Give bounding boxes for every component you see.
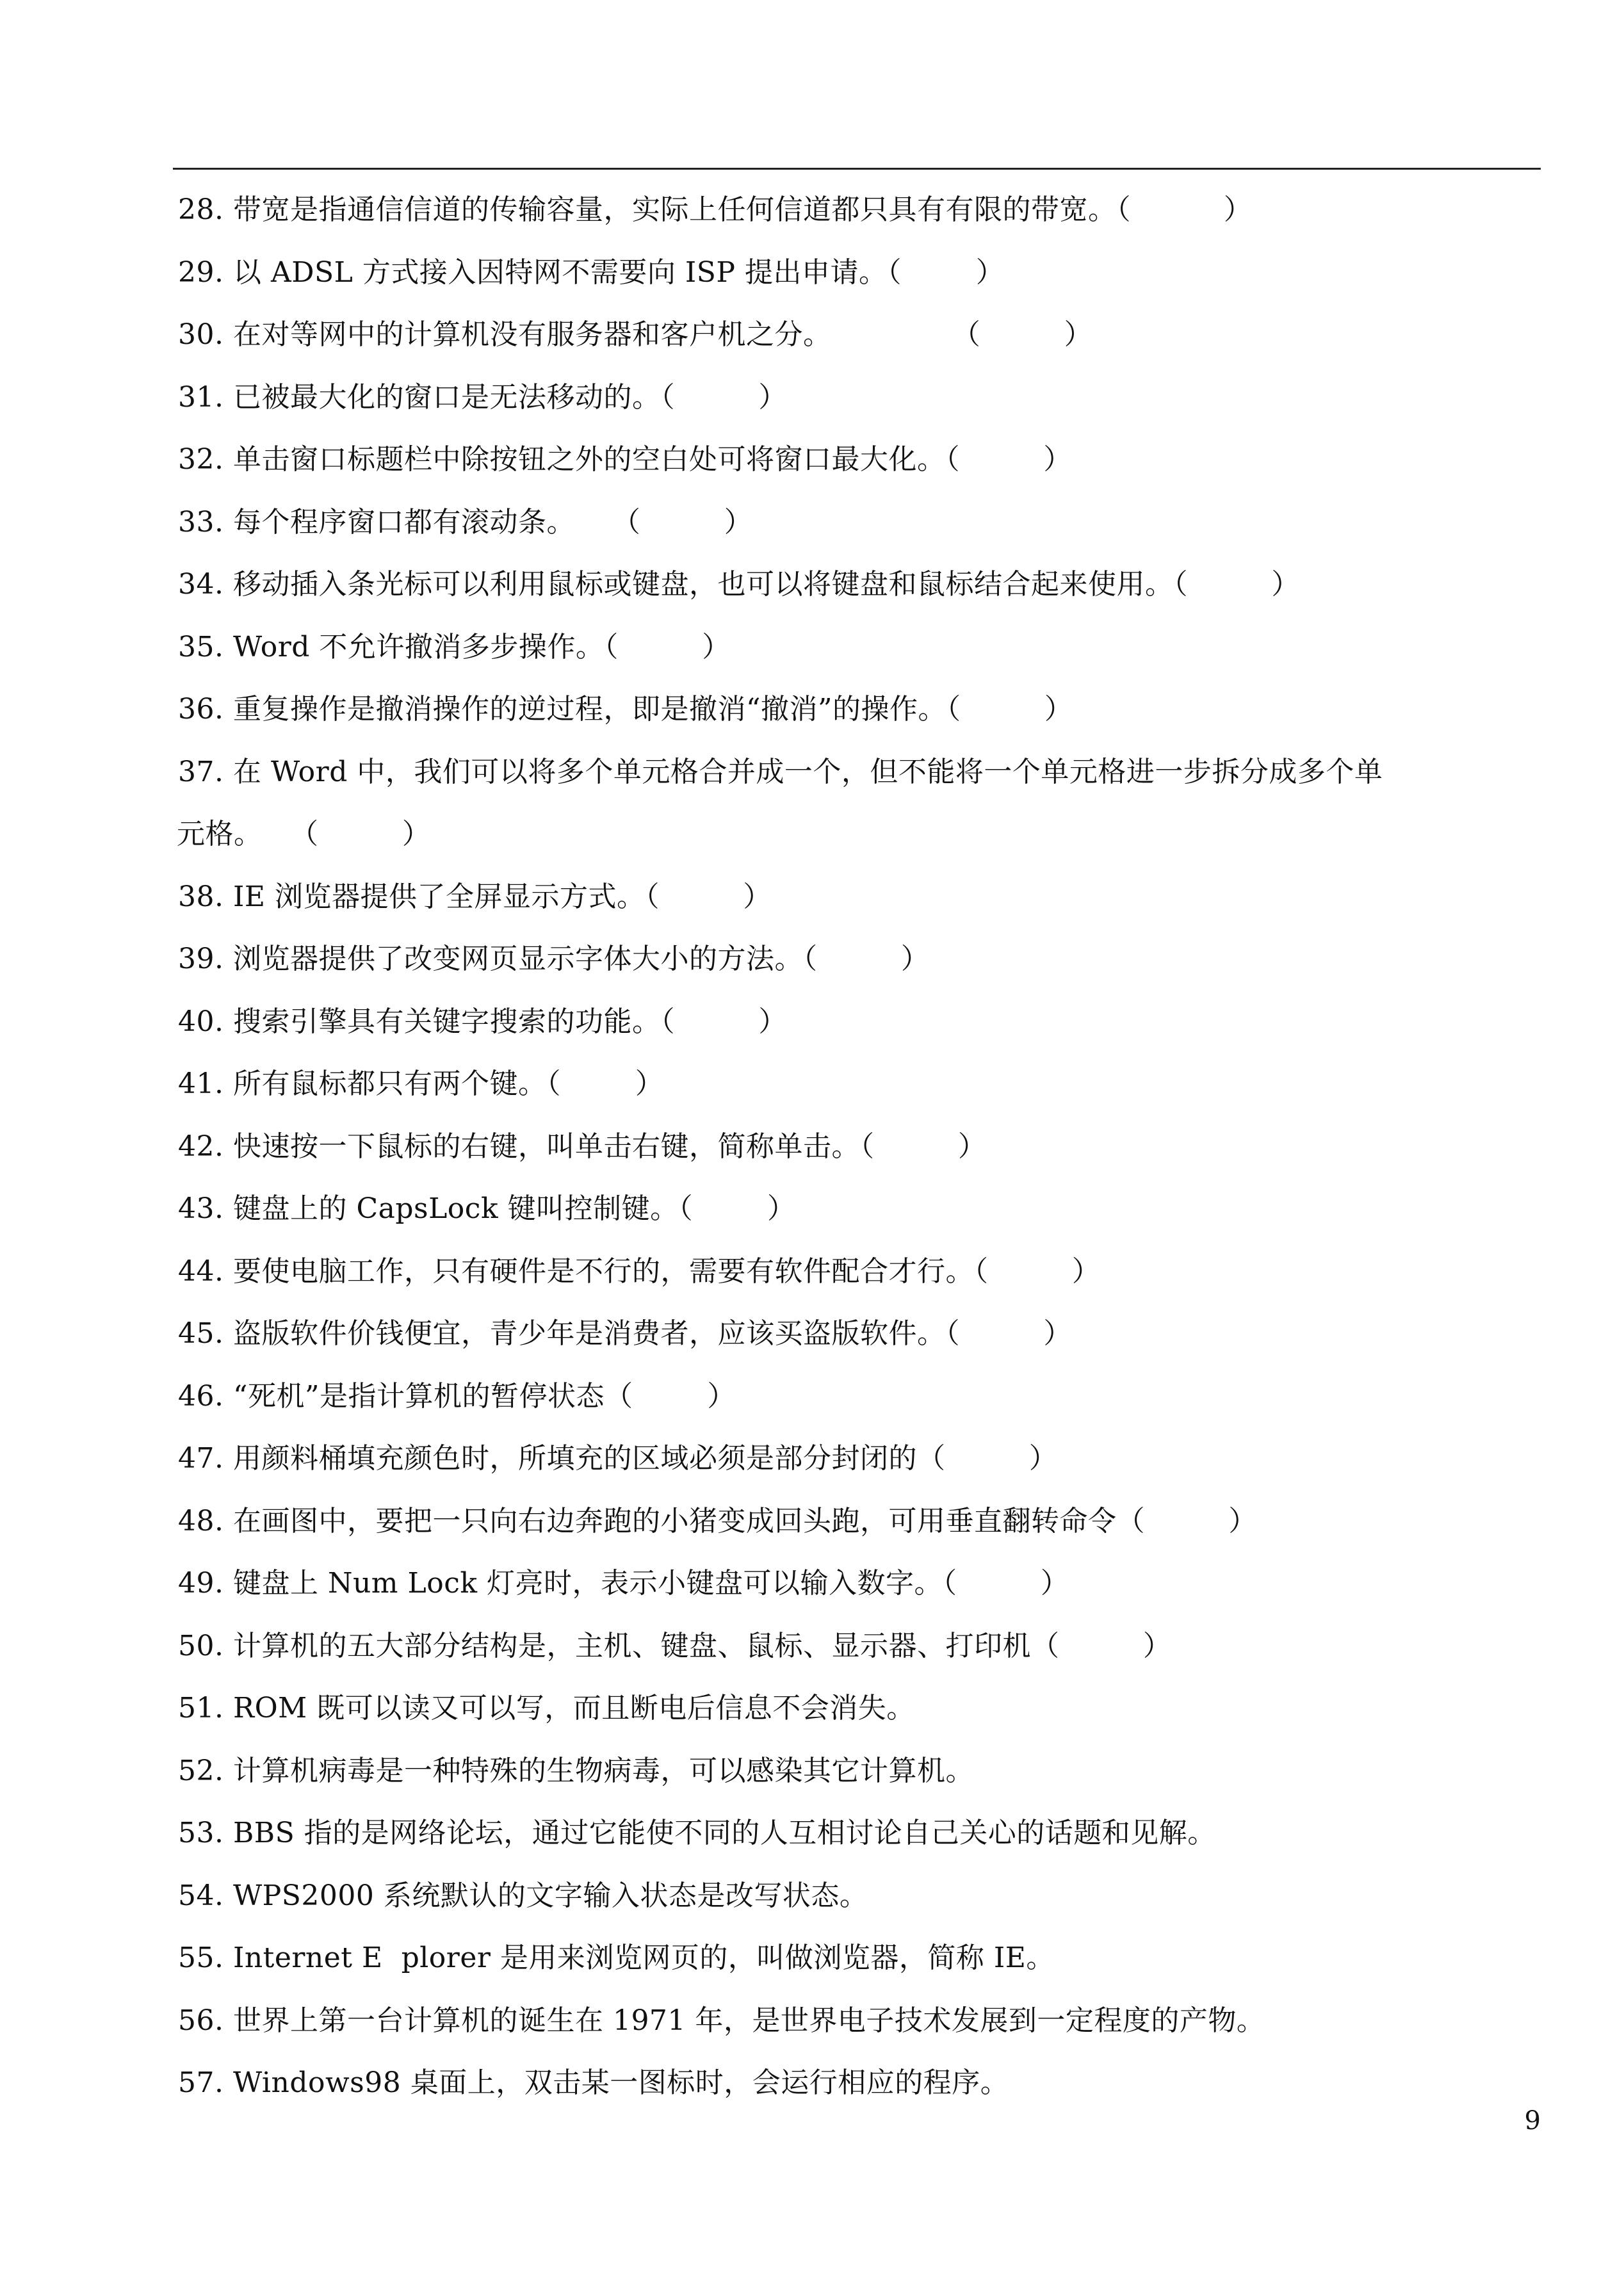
question-47: 47. 用颜料桶填充颜色时，所填充的区域必须是部分封闭的（ ） <box>178 1442 1058 1475</box>
question-56: 56. 世界上第一台计算机的诞生在 1971 年，是世界电子技术发展到一定程度的产物。 <box>178 2004 1265 2037</box>
question-49: 49. 键盘上 Num Lock 灯亮时，表示小键盘可以输入数字。（ ） <box>178 1567 1069 1600</box>
question-55: 55. Internet E plorer 是用来浏览网页的，叫做浏览器，简称 IE。 <box>178 1942 1055 1974</box>
question-54: 54. WPS2000 系统默认的文字输入状态是改写状态。 <box>178 1879 868 1912</box>
page-number: 9 <box>1524 2106 1541 2136</box>
question-51: 51. ROM 既可以读又可以写，而且断电后信息不会消失。 <box>178 1692 915 1724</box>
question-30: 30. 在对等网中的计算机没有服务器和客户机之分。 （ ） <box>178 318 1093 351</box>
question-29: 29. 以 ADSL 方式接入因特网不需要向 ISP 提出申请。（ ） <box>178 255 1005 289</box>
question-37-continued: 元格。 （ ） <box>177 818 431 850</box>
question-48: 48. 在画图中，要把一只向右边奔跑的小猪变成回头跑，可用垂直翻转命令（ ） <box>178 1504 1257 1537</box>
question-39: 39. 浏览器提供了改变网页显示字体大小的方法。（ ） <box>178 943 930 975</box>
question-32: 32. 单击窗口标题栏中除按钮之外的空白处可将窗口最大化。（ ） <box>178 443 1072 476</box>
question-41: 41. 所有鼠标都只有两个键。（ ） <box>178 1067 664 1100</box>
question-33: 33. 每个程序窗口都有滚动条。 （ ） <box>178 505 753 539</box>
question-45: 45. 盗版软件价钱便宜，青少年是消费者，应该买盗版软件。（ ） <box>178 1317 1072 1350</box>
question-57: 57. Windows98 桌面上，双击某一图标时，会运行相应的程序。 <box>178 2066 1009 2099</box>
question-37: 37. 在 Word 中，我们可以将多个单元格合并成一个，但不能将一个单元格进一步拆分成多个单 <box>178 755 1383 788</box>
question-40: 40. 搜索引擎具有关键字搜索的功能。（ ） <box>178 1005 787 1038</box>
question-50: 50. 计算机的五大部分结构是，主机、键盘、鼠标、显示器、打印机（ ） <box>178 1629 1172 1662</box>
question-52: 52. 计算机病毒是一种特殊的生物病毒，可以感染其它计算机。 <box>178 1754 974 1787</box>
question-46: 46. “死机”是指计算机的暂停状态（ ） <box>178 1379 736 1413</box>
question-53: 53. BBS 指的是网络论坛，通过它能使不同的人互相讨论自己关心的话题和见解。 <box>178 1817 1216 1849</box>
question-35: 35. Word 不允许撤消多步操作。（ ） <box>178 630 731 663</box>
question-28: 28. 带宽是指通信信道的传输容量，实际上任何信道都只具有有限的带宽。（ ） <box>178 193 1253 226</box>
question-43: 43. 键盘上的 CapsLock 键叫控制键。（ ） <box>178 1192 796 1225</box>
question-list <box>178 184 1542 2120</box>
header-rule <box>173 168 1541 170</box>
question-34: 34. 移动插入条光标可以利用鼠标或键盘，也可以将键盘和鼠标结合起来使用。（ ） <box>178 568 1300 601</box>
question-42: 42. 快速按一下鼠标的右键，叫单击右键，简称单击。（ ） <box>178 1130 987 1163</box>
question-31: 31. 已被最大化的窗口是无法移动的。（ ） <box>178 380 787 414</box>
question-38: 38. IE 浏览器提供了全屏显示方式。（ ） <box>178 880 772 913</box>
question-36: 36. 重复操作是撤消操作的逆过程，即是撤消“撤消”的操作。（ ） <box>178 693 1073 726</box>
question-44: 44. 要使电脑工作，只有硬件是不行的，需要有软件配合才行。（ ） <box>178 1254 1101 1288</box>
